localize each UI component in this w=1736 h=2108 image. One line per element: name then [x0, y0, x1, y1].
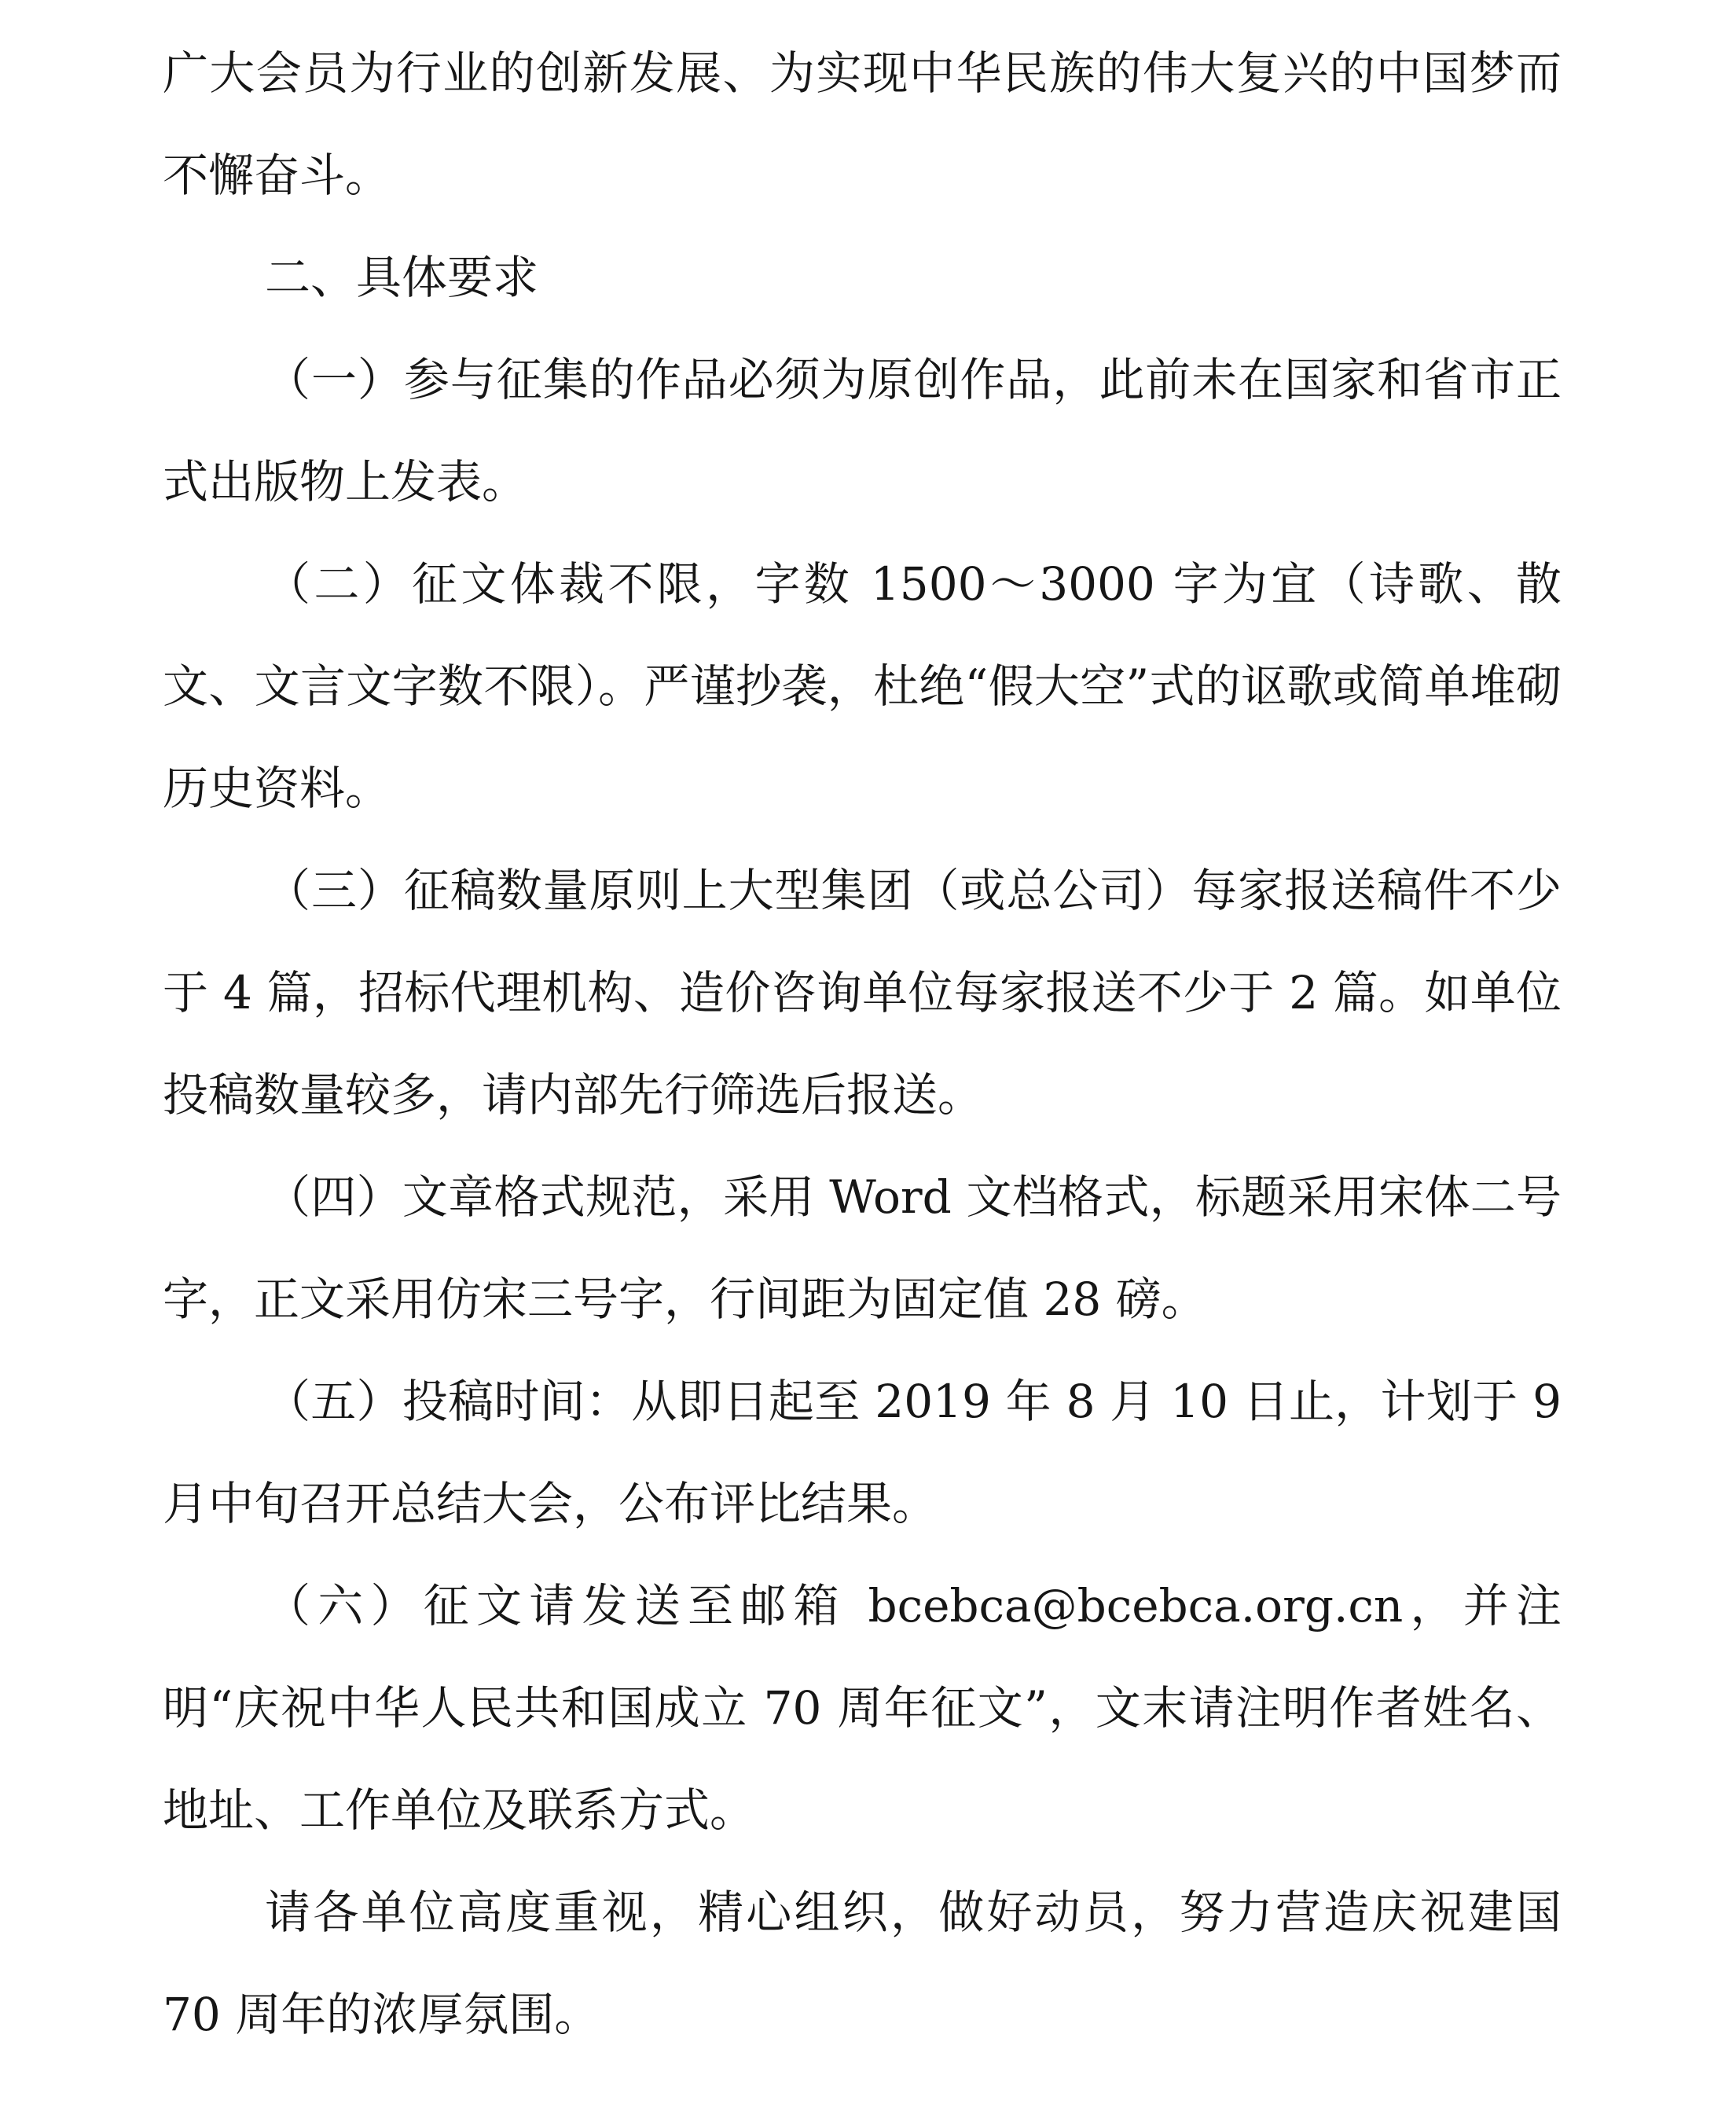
- requirement-1: （一）参与征集的作品必须为原创作品，此前未在国家和省市正式出版物上发表。: [163, 353, 1562, 509]
- continuation-paragraph: 广大会员为行业的创新发展、为实现中华民族的伟大复兴的中国梦而不懈奋斗。: [163, 46, 1562, 202]
- closing-paragraph: 请各单位高度重视，精心组织，做好动员，努力营造庆祝建国 70 周年的浓厚氛围。: [163, 1886, 1562, 2041]
- requirement-3: （三）征稿数量原则上大型集团（或总公司）每家报送稿件不少于 4 篇，招标代理机构、造价咨询单位每家报送不少于 2 篇。如单位投稿数量较多，请内部先行筛选后报送。: [163, 864, 1562, 1122]
- requirement-6: （六）征文请发送至邮箱 bcebca@bcebca.org.cn，并注明“庆祝中华人民共和国成立 70 周年征文”，文末请注明作者姓名、地址、工作单位及联系方式。: [163, 1579, 1562, 1837]
- document-page: [163, 22, 1562, 2066]
- requirement-5: （五）投稿时间：从即日起至 2019 年 8 月 10 日止，计划于 9 月中旬召开总结大会，公布评比结果。: [163, 1375, 1562, 1530]
- requirement-4: （四）文章格式规范，采用 Word 文档格式，标题采用宋体二号字，正文采用仿宋三号字，行间距为固定值 28 磅。: [163, 1170, 1562, 1326]
- section-heading: 二、具体要求: [265, 251, 539, 304]
- requirement-2: （二）征文体裁不限，字数 1500～3000 字为宜（诗歌、散文、文言文字数不限）。严谨抄袭，杜绝“假大空”式的讴歌或简单堆砌历史资料。: [163, 557, 1562, 815]
